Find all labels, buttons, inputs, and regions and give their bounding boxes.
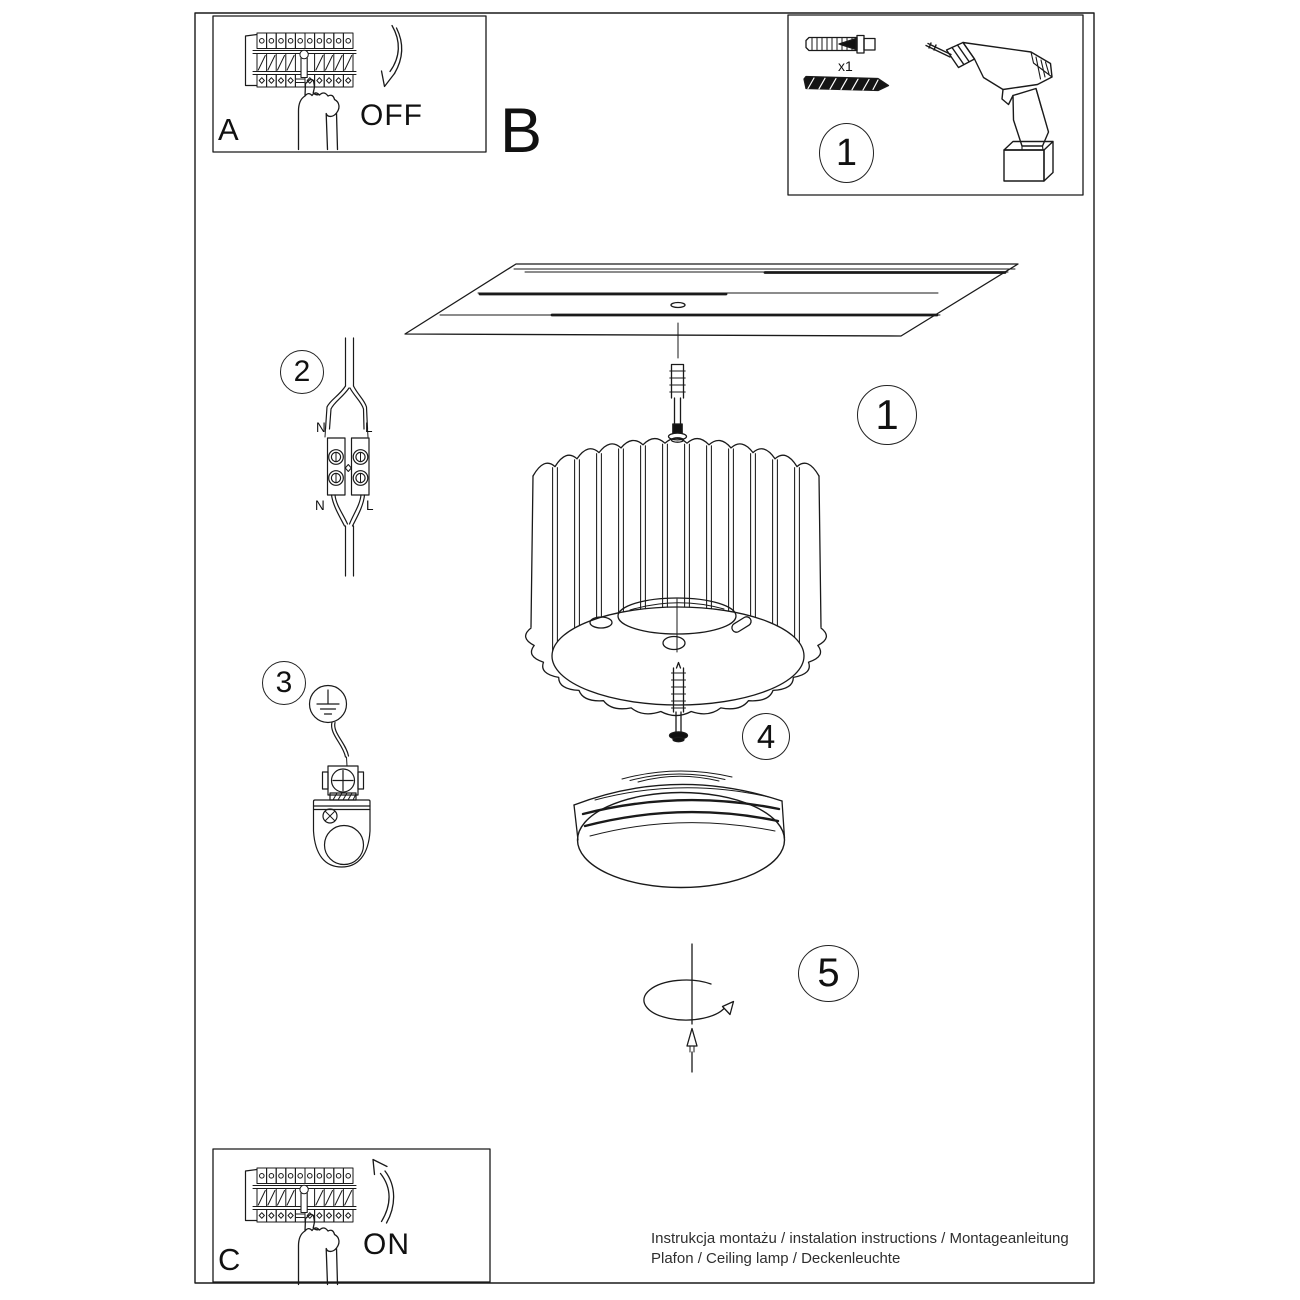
mount-screw-drawing bbox=[670, 663, 688, 742]
ground-terminal-drawing bbox=[310, 686, 371, 868]
footer-text bbox=[651, 1229, 1069, 1269]
wire-label-l-top: L bbox=[365, 420, 373, 435]
step-marker-1 bbox=[857, 385, 917, 445]
step-marker-4 bbox=[742, 713, 790, 760]
wire-label-l-bottom: L bbox=[366, 498, 374, 513]
step-marker-3 bbox=[262, 661, 306, 705]
wire-connector-drawing bbox=[325, 338, 369, 576]
step-number-4: 4 bbox=[756, 717, 776, 755]
panel-a-box bbox=[213, 16, 486, 152]
panel-a-letter: A bbox=[218, 112, 239, 147]
anchor-screw-drawing bbox=[669, 365, 687, 443]
step-number-1: 1 bbox=[875, 391, 899, 438]
arrow-off-icon bbox=[382, 26, 402, 87]
step-marker-2 bbox=[280, 350, 324, 394]
breaker-panel-drawing bbox=[246, 33, 357, 150]
wire-label-n-top: N bbox=[316, 420, 326, 435]
step-number-2: 2 bbox=[293, 355, 311, 388]
diffuser-drawing bbox=[574, 771, 785, 888]
panel-c-letter: C bbox=[218, 1242, 241, 1277]
ceiling-panel-drawing bbox=[405, 264, 1018, 358]
lampshade-drawing bbox=[526, 438, 827, 715]
step-marker-5 bbox=[798, 945, 859, 1002]
hardware-step-number: 1 bbox=[835, 131, 858, 174]
wire-label-n-bottom: N bbox=[315, 498, 325, 513]
section-b-letter: B bbox=[500, 96, 543, 166]
wall-plug-icon bbox=[806, 36, 875, 54]
screw-icon bbox=[804, 77, 889, 91]
drill-icon bbox=[926, 43, 1053, 182]
anchor-qty-label: x1 bbox=[838, 58, 853, 74]
arrow-on-icon bbox=[373, 1160, 394, 1224]
rotate-symbol-drawing bbox=[644, 944, 734, 1072]
breaker-panel-drawing-c bbox=[246, 1168, 357, 1285]
footer-line-2: Plafon / Ceiling lamp / Deckenleuchte bbox=[651, 1250, 901, 1267]
footer-line-1: Instrukcja montażu / instalation instructions / Montageanleitung bbox=[651, 1230, 1069, 1247]
outer-frame bbox=[195, 13, 1094, 1283]
off-label: OFF bbox=[360, 99, 423, 132]
hardware-step-marker bbox=[819, 123, 874, 183]
step-number-5: 5 bbox=[817, 951, 840, 995]
step-number-3: 3 bbox=[275, 666, 293, 699]
on-label: ON bbox=[363, 1228, 410, 1261]
panel-c-box bbox=[213, 1149, 490, 1282]
